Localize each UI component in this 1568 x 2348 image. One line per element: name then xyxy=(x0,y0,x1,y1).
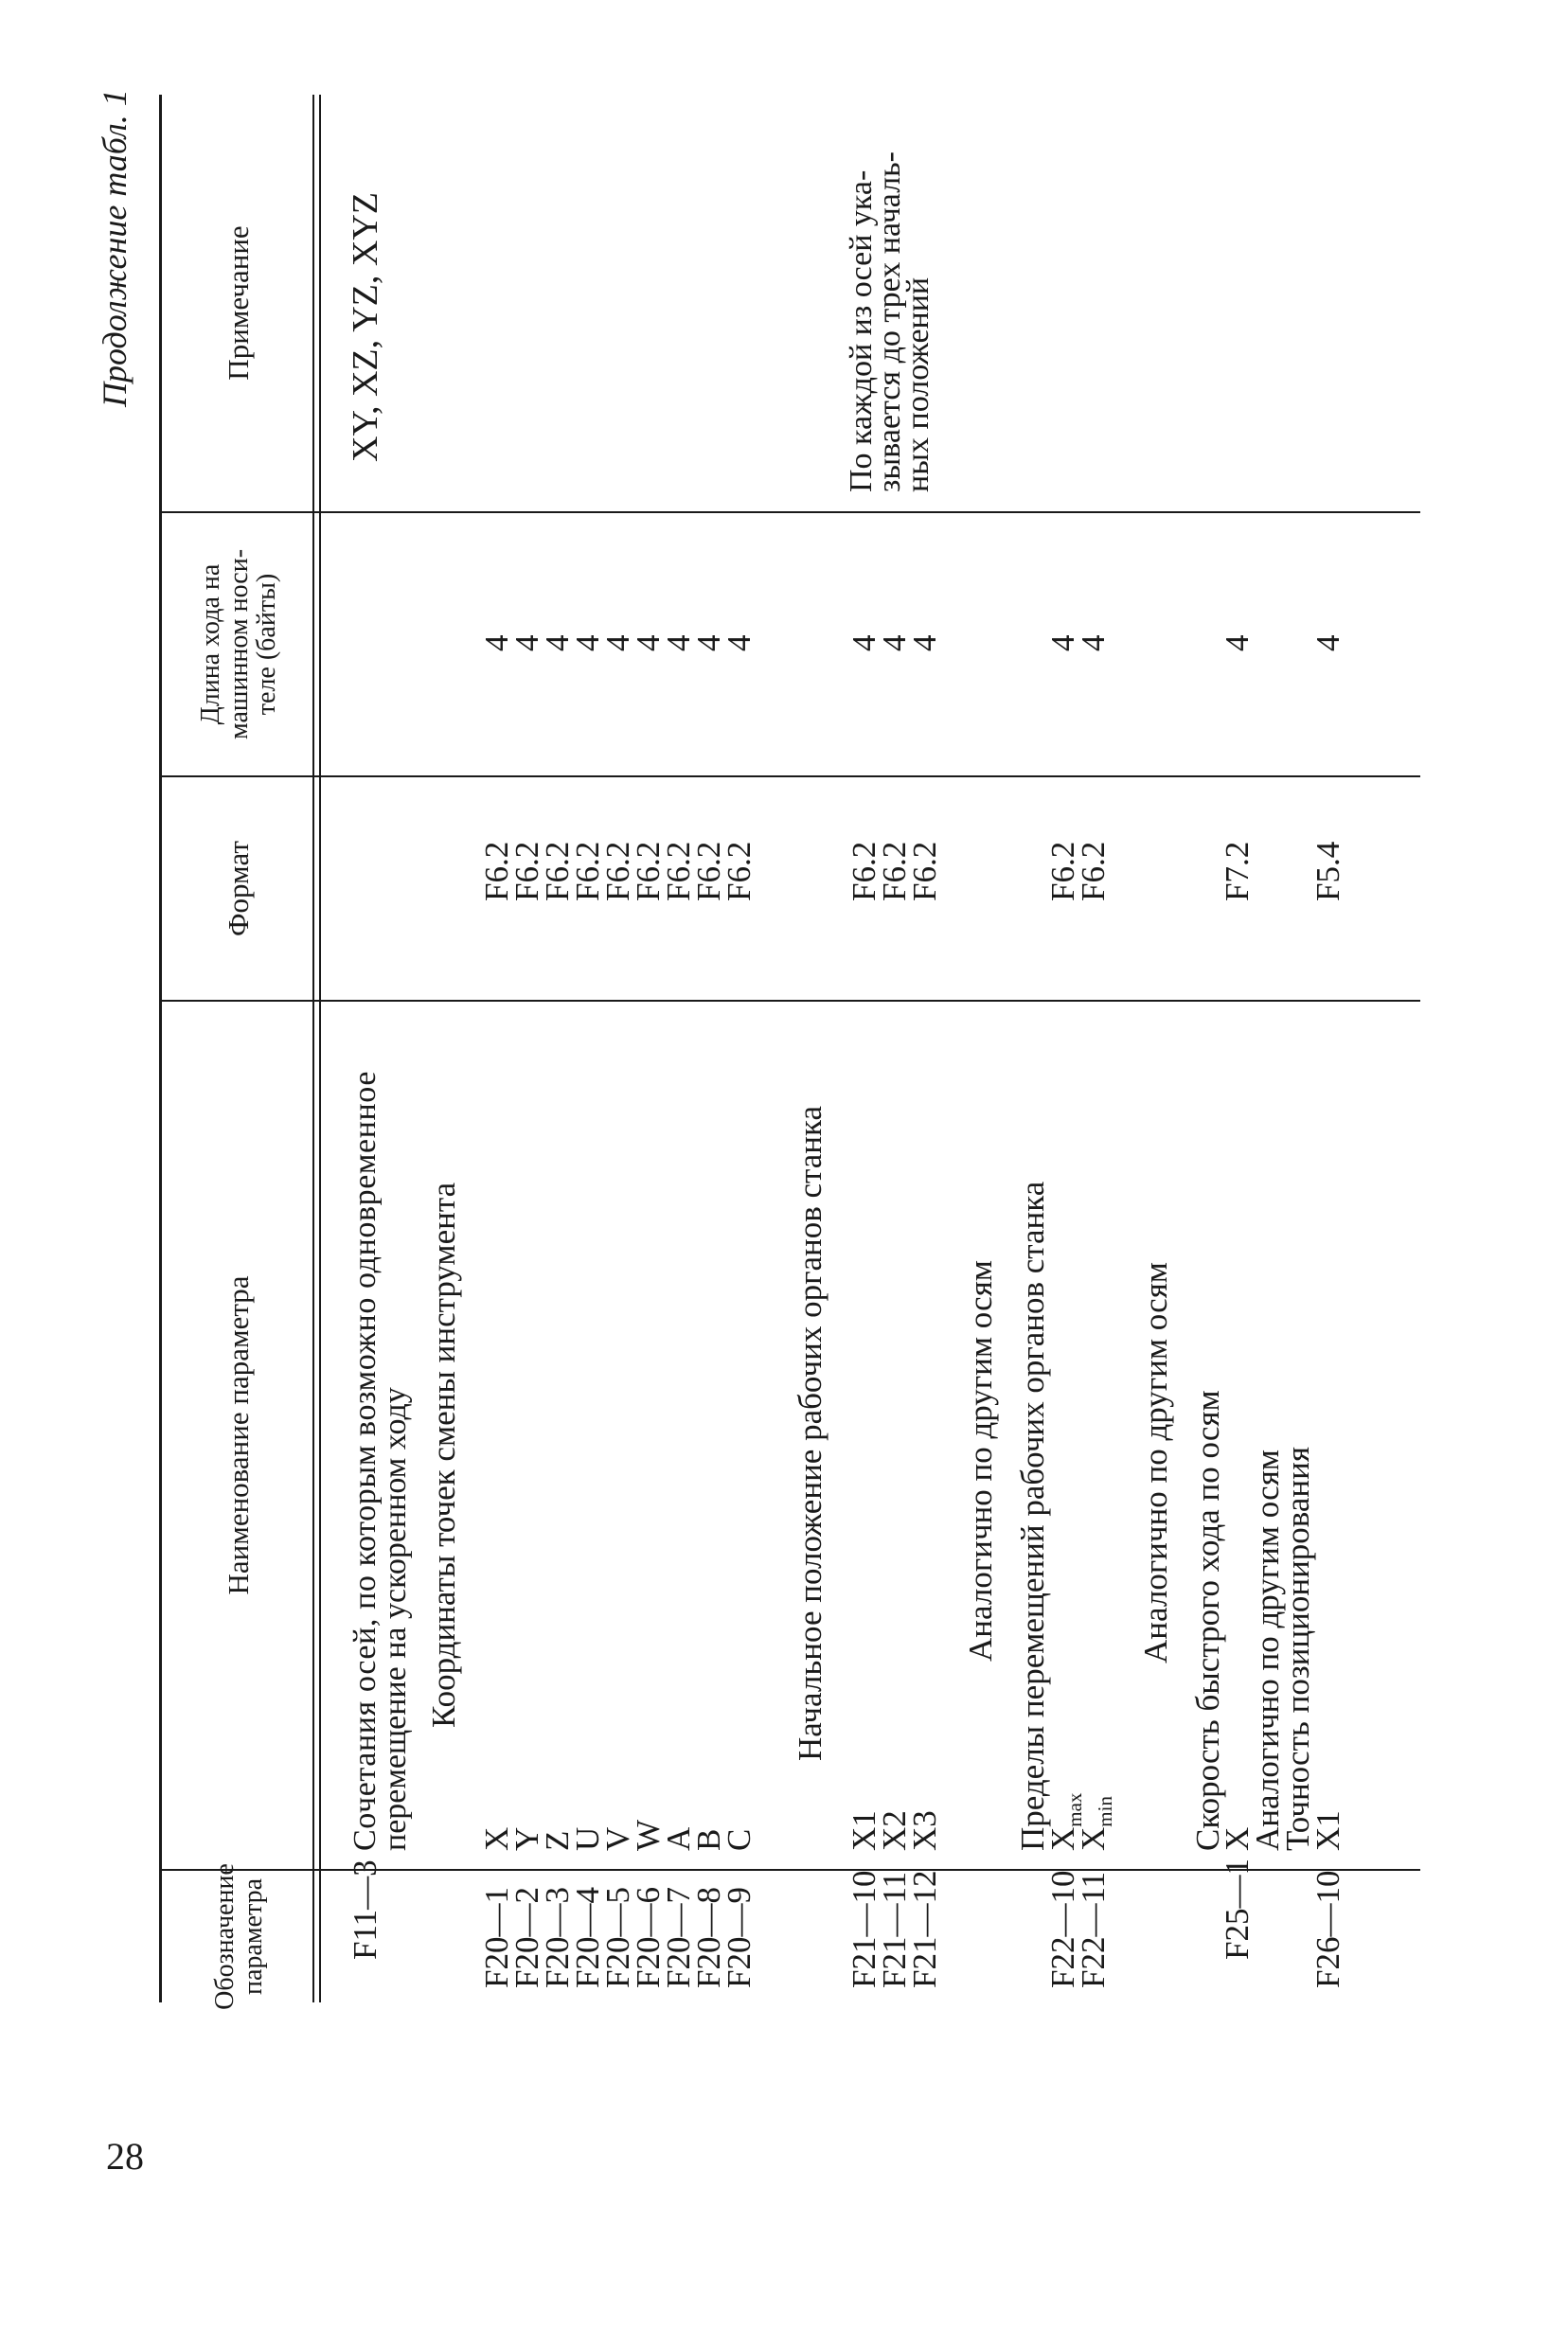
name-f26-10-line2: X1 xyxy=(1310,1810,1346,1851)
group-f21-lengths xyxy=(846,634,943,652)
name-f20-5: V xyxy=(599,1826,636,1851)
format-f21-10: F6.2 xyxy=(846,841,882,901)
format-f21-12: F6.2 xyxy=(906,841,943,901)
group-f22-names xyxy=(1044,1792,1116,1851)
designation-f25-1: F25—1 xyxy=(1219,1859,1256,1960)
format-f20-6: F6.2 xyxy=(630,841,667,901)
name-f26-10-line1: Точность позиционирования xyxy=(1279,1447,1316,1851)
length-f20-7: 4 xyxy=(660,634,697,651)
length-f20-1: 4 xyxy=(478,634,515,651)
name-f21-12: X3 xyxy=(906,1810,943,1851)
note-f11-3: XY, XZ, YZ, XYZ xyxy=(346,192,385,462)
length-f26-10: 4 xyxy=(1310,634,1346,651)
group-f21-formats xyxy=(846,841,943,901)
length-f22-10: 4 xyxy=(1044,634,1081,651)
header-note: Примечание xyxy=(222,225,256,381)
limits-heading: Пределы перемещений рабочих органов станка xyxy=(1014,1181,1051,1851)
note-f21 xyxy=(844,151,935,492)
similar-other-axes-3: Аналогично по другим осям xyxy=(1249,1450,1286,1851)
col-divider-2 xyxy=(161,1000,1420,1002)
format-f20-4: F6.2 xyxy=(569,841,606,901)
format-f22-11: F6.2 xyxy=(1075,841,1112,901)
designation-f20-5: F20—5 xyxy=(599,1887,636,1988)
length-f20-8: 4 xyxy=(690,634,727,651)
format-f25-1: F7.2 xyxy=(1219,841,1256,901)
header-name: Наименование параметра xyxy=(222,1275,256,1595)
group-f21-designations xyxy=(846,1870,943,1988)
designation-f21-11: F21—11 xyxy=(876,1871,913,1988)
designation-f20-9: F20—9 xyxy=(721,1887,757,1988)
name-f22-10-sub: max xyxy=(1063,1792,1086,1827)
note-f21-line2: зывается до трех началь- xyxy=(872,151,907,492)
header-rule-2 xyxy=(319,95,321,2002)
length-f22-11: 4 xyxy=(1075,634,1112,651)
name-f20-4: U xyxy=(569,1826,606,1851)
designation-f20-1: F20—1 xyxy=(478,1887,515,1988)
name-f20-9: C xyxy=(721,1828,757,1851)
similar-other-axes-1: Аналогично по другим осям xyxy=(962,1260,999,1662)
length-f20-9: 4 xyxy=(721,634,757,651)
group-f22-formats xyxy=(1044,841,1112,901)
name-f25-1: X xyxy=(1219,1826,1256,1851)
group-f20-designations xyxy=(478,1887,757,1988)
designation-f11-3: F11—3 xyxy=(347,1859,383,1960)
name-f20-8: B xyxy=(690,1828,727,1851)
designation-f26-10: F26—10 xyxy=(1310,1870,1346,1988)
name-f11-3-line1: Сочетания осей, по которым возможно одновременное xyxy=(347,1070,383,1851)
designation-f20-3: F20—3 xyxy=(539,1887,576,1988)
length-f20-4: 4 xyxy=(569,634,606,651)
length-f21-11: 4 xyxy=(876,634,913,651)
designation-f20-6: F20—6 xyxy=(630,1887,667,1988)
name-f20-7: A xyxy=(660,1826,697,1851)
format-f20-1: F6.2 xyxy=(478,841,515,901)
col-divider-4 xyxy=(161,511,1420,513)
designation-f21-12: F21—12 xyxy=(906,1870,943,1988)
group-f20-lengths xyxy=(478,634,757,652)
length-f21-10: 4 xyxy=(846,634,882,651)
format-f26-10: F5.4 xyxy=(1310,841,1346,901)
name-f20-6: W xyxy=(630,1819,667,1851)
table-top-rule xyxy=(159,95,162,2002)
length-f20-2: 4 xyxy=(508,634,545,651)
designation-f20-7: F20—7 xyxy=(660,1887,697,1988)
col-divider-3 xyxy=(161,775,1420,777)
designation-f21-10: F21—10 xyxy=(846,1870,882,1988)
group-f21-names xyxy=(846,1810,943,1851)
name-f22-11-base: X xyxy=(1075,1826,1112,1851)
designation-f22-11: F22—11 xyxy=(1075,1871,1112,1988)
note-f21-line3: ных положений xyxy=(900,276,935,492)
length-f20-6: 4 xyxy=(630,634,667,651)
length-f20-3: 4 xyxy=(539,634,576,651)
name-f20-3: Z xyxy=(539,1830,576,1851)
start-position-heading: Начальное положение рабочих органов станка xyxy=(792,1105,829,1761)
name-f21-11: X2 xyxy=(876,1810,913,1851)
format-f22-10: F6.2 xyxy=(1044,841,1081,901)
name-f11-3-line2: перемещение на ускоренном ходу xyxy=(378,1387,413,1851)
group-f22-designations xyxy=(1044,1870,1112,1988)
length-f20-5: 4 xyxy=(599,634,636,651)
format-f20-8: F6.2 xyxy=(690,841,727,901)
designation-f20-4: F20—4 xyxy=(569,1887,606,1988)
header-length: Длина хода на машинном носи- теле (байты) xyxy=(196,548,282,740)
name-f21-10: X1 xyxy=(846,1810,882,1851)
name-f20-1: X xyxy=(478,1826,515,1851)
length-f21-12: 4 xyxy=(906,634,943,651)
similar-other-axes-2: Аналогично по другим осям xyxy=(1137,1262,1174,1663)
page-number: 28 xyxy=(106,2135,144,2178)
designation-f20-8: F20—8 xyxy=(690,1887,727,1988)
format-f20-7: F6.2 xyxy=(660,841,697,901)
note-f21-line1: По каждой из осей ука- xyxy=(844,169,879,492)
format-f20-5: F6.2 xyxy=(599,841,636,901)
header-rule-1 xyxy=(312,95,314,2002)
name-f20-2: Y xyxy=(508,1826,545,1851)
format-f20-9: F6.2 xyxy=(721,841,757,901)
group-f22-lengths xyxy=(1044,634,1112,652)
name-f22-11 xyxy=(1075,1793,1116,1851)
group-f20-names xyxy=(478,1819,757,1851)
format-f20-2: F6.2 xyxy=(508,841,545,901)
length-f25-1: 4 xyxy=(1219,634,1256,651)
name-f22-10-base: X xyxy=(1044,1826,1081,1851)
format-f20-3: F6.2 xyxy=(539,841,576,901)
table-caption: Продолжение табл. 1 xyxy=(96,89,134,407)
coords-heading: Координаты точек смены инструмента xyxy=(425,1182,462,1728)
header-designation: Обозначение параметра xyxy=(210,1863,268,2010)
format-f21-11: F6.2 xyxy=(876,841,913,901)
designation-f20-2: F20—2 xyxy=(508,1887,545,1988)
name-f22-11-sub: min xyxy=(1094,1796,1116,1827)
group-f20-formats xyxy=(478,841,757,901)
speed-heading: Скорость быстрого хода по осям xyxy=(1189,1390,1226,1851)
designation-f22-10: F22—10 xyxy=(1044,1870,1081,1988)
header-format: Формат xyxy=(222,841,256,936)
